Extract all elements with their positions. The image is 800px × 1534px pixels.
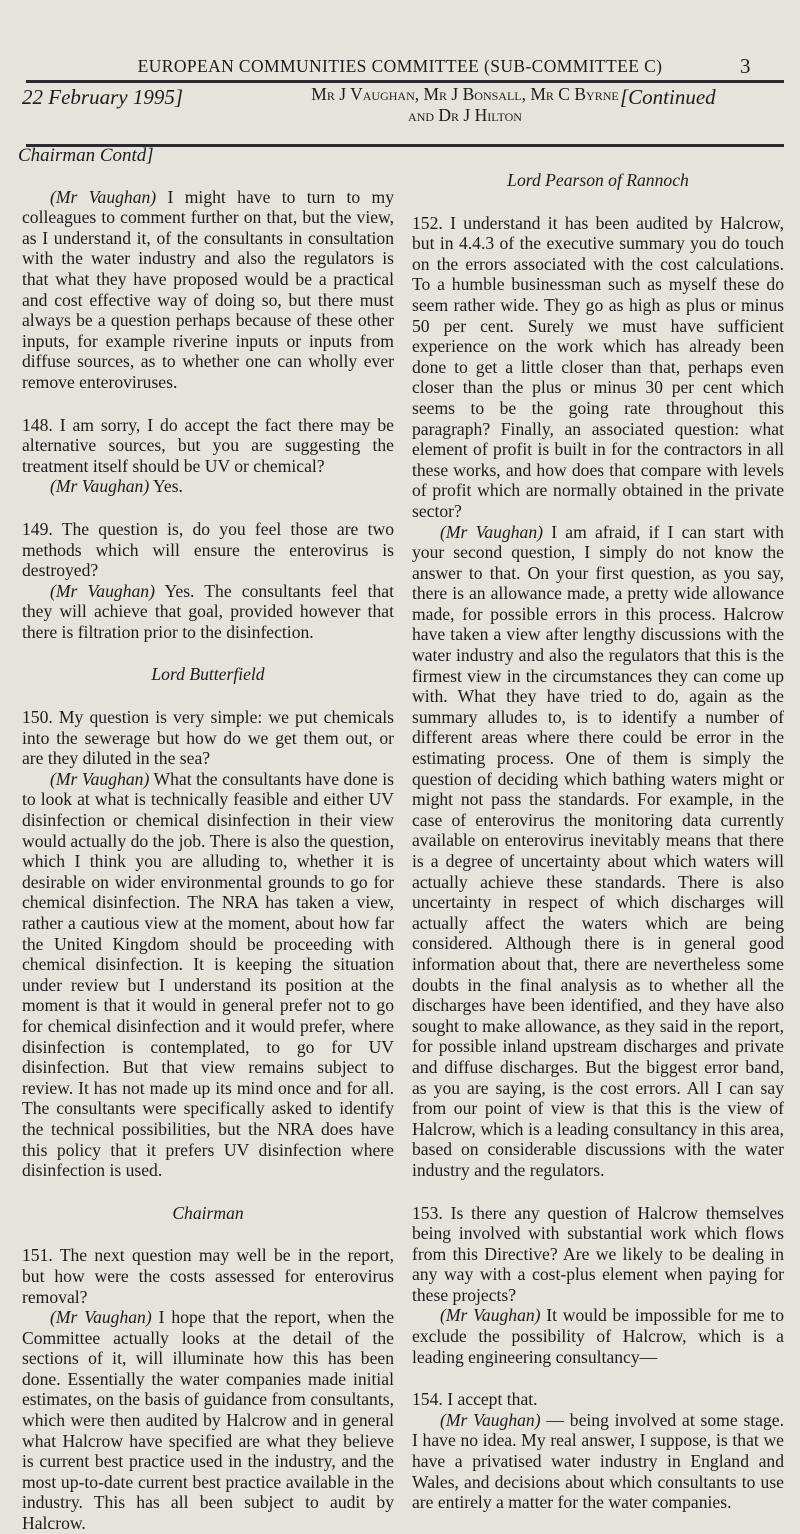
speaker-tag: (Mr Vaughan) [50,476,150,497]
chairman-contd-label: Chairman Contd] [18,145,154,166]
speaker-tag: (Mr Vaughan) [440,1305,541,1326]
page-number: 3 [740,54,751,78]
question-148: 148. I am sorry, I do accept the fact there may be alternative sources, but you are suggesting the treatment itself should be UV or chemical? [22,414,394,476]
left-column [18,145,395,1534]
speaker-tag: (Mr Vaughan) [50,1307,152,1328]
answer-148: (Mr Vaughan) Yes. [50,476,183,497]
question-153: 153. Is there any question of Halcrow themselves being involved with substantial work which flows from this Directive? Are we likely to be dealing in any way with a cost-plus element when paying for these projects? [412,1202,784,1305]
continued-label: [Continued [620,85,716,109]
speaker-tag: (Mr Vaughan) [50,186,157,207]
speaker-tag: (Mr Vaughan) [440,521,543,542]
answer-150: (Mr Vaughan) What the consultants have done is to look at what is technically feasible and either UV disinfection or chemical disinfection in their view would actually do the job. There is also the question, which I think you are alluding to, whether it is desirable on wider environmental grounds to go for chemical disinfection. The NRA has taken a view, rather a cautious view at the moment, about how far the United Kingdom should be proceeding with chemical disinfection. It is keeping the situation under review but I understand its position at the moment is that it would in general prefer not to go for chemical disinfection and it would prefer, where disinfection is contemplated, to go for UV disinfection. But that view remains subject to review. It has not made up its mind once and for all. The consultants were specifically asked to identify the technical possibilities, but the NRA does have this policy that it prefers UV disinfection where disinfection is used. [22,768,394,1181]
speaker-heading-butterfield: Lord Butterfield [151,664,265,685]
answer-154: (Mr Vaughan) — being involved at some stage. I have no idea. My real answer, I suppose, is that we have a privatised water industry in England and Wales, and decisions about which consultants to use are entirely a matter for the water companies. [412,1409,784,1513]
answer-intro: (Mr Vaughan) I might have to turn to my colleagues to comment further on that, but the view, as I understand it, of the consultants in consultation with the water industry and also the regulators is that what they have proposed would be a practical and cost effective way of doing so, but there must always be a question perhaps because of these other inputs, for example riverine inputs or inputs from diffuse sources, as to whether one can wholly ever remove enteroviruses. [22,186,395,392]
question-151: 151. The next question may well be in the report, but how were the costs assessed for enterovirus removal? [22,1245,394,1307]
hearing-date: 22 February 1995] [22,85,183,109]
speaker-tag: (Mr Vaughan) [50,768,150,789]
question-152: 152. I understand it has been audited by Halcrow, but in 4.4.3 of the executive summary you do touch on the errors associated with the cost calculations. To a humble businessman such as myself these do seem rather wide. They go as high as plus or minus 50 per cent. Surely we must have sufficient experience on the work which has already been done to get a little closer than that, perhaps even closer than the plus or minus 30 per cent which seems to be the going rate throughout this paragraph? Finally, an associated question: what element of profit is built in for the contractors in all these works, and how does that compare with levels of profit which are normally obtained in the private sector? [412,212,784,521]
witness-names: Mr J Vaughan, Mr J Bonsall, Mr C Byrne and Dr J Hilton [311,84,619,125]
question-149: 149. The question is, do you feel those are two methods which will ensure the enterovirus is destroyed? [22,518,394,581]
answer-153: (Mr Vaughan) It would be impossible for me to exclude the possibility of Halcrow, which is a leading engineering consultancy— [412,1305,785,1367]
right-column [412,150,785,1513]
header-rule-top [26,80,784,83]
speaker-heading-chairman: Chairman [172,1202,244,1223]
answer-149: (Mr Vaughan) Yes. The consultants feel that they will achieve that goal, provided however that there is filtration prior to the disinfection. [22,580,394,642]
running-head: EUROPEAN COMMUNITIES COMMITTEE (SUB-COMMITTEE C) [137,56,663,76]
speaker-tag: (Mr Vaughan) [440,1409,541,1430]
speaker-heading-pearson: Lord Pearson of Rannoch [507,170,689,190]
question-154: 154. I accept that. [412,1389,538,1410]
question-150: 150. My question is very simple: we put chemicals into the sewerage but how do we get them out, or are they diluted in the sea? [22,707,394,769]
speaker-tag: (Mr Vaughan) [50,580,155,601]
answer-151: (Mr Vaughan) I hope that the report, when the Committee actually looks at the detail of the sections of it, will illuminate how this has been done. Essentially the water companies made initial estimates, on the basis of guidance from consultants, which were then audited by Halcrow and in general what Halcrow have specified are what they believe is current best practice used in the industry, and the most up-to-date current best practice available in the industry. This has all been subject to audit by Halcrow. [22,1307,395,1534]
answer-152: (Mr Vaughan) I am afraid, if I can start with your second question, I simply do not know the answer to that. On your first question, as you say, there is an allowance made, a pretty wide allowance made, for possible errors in this process. Halcrow have taken a view after lengthy discussions with the water industry and also the regulators that this is the firmest view in the circumstances they can come up with. What they have tried to do, again as the summary alludes to, is to identify a number of different areas where there could be error in the estimating process. One of them is simply the question of deciding which bathing waters might or might not pass the standards. For example, in the case of enterovirus the monitoring data currently available on enterovirus inevitably means that there is a degree of uncertainty about which waters will actually achieve these standards. There is also uncertainty in respect of which discharges will actually affect the waters which are being considered. Although there is in general good information about that, there are nevertheless some doubts in the final analysis as to whether all the discharges have been identified, and they have also sought to make allowance, as they said in the report, for possible inland upstream discharges and private and diffuse discharges. But the biggest error band, as you are saying, is the cost errors. All I can say from our point of view is that this is the view of Halcrow, which is a leading consultancy in this area, based on considerable discussions with the water industry and the regulators. [412,521,784,1180]
